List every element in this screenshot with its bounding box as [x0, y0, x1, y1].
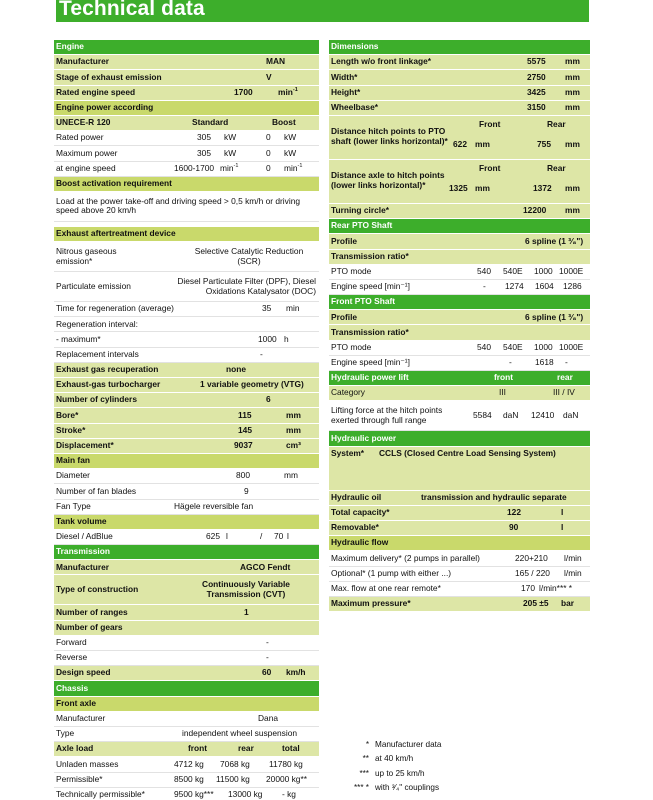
axle-hitch-row — [329, 160, 590, 204]
speed-1000e: 1286 — [563, 281, 582, 292]
lift-header — [329, 371, 590, 386]
section-title: Exhaust aftertreatment device — [56, 228, 176, 239]
value: CCLS (Closed Centre Load Sensing System) — [379, 447, 556, 458]
col-front: Front — [479, 162, 501, 173]
label: Technically permissible* — [56, 788, 145, 799]
value: Dana — [258, 713, 279, 724]
boost-value: 0 — [266, 132, 271, 143]
construction-row — [54, 575, 319, 605]
regen-interval-row — [54, 317, 319, 332]
label: Replacement intervals — [56, 348, 139, 359]
forward-row — [54, 636, 319, 651]
optional-row — [329, 567, 590, 582]
label: PTO mode — [331, 265, 372, 276]
footnote-text: up to 25 km/h — [375, 768, 425, 778]
exhaust-header — [54, 227, 319, 242]
rear-value: 1372 — [533, 182, 552, 193]
footnotes — [335, 740, 589, 798]
value: 170 — [521, 582, 535, 593]
std-value: 305 — [197, 132, 211, 143]
value: independent wheel suspension — [182, 728, 298, 739]
label: Type — [56, 728, 75, 739]
label: Rated power — [56, 132, 104, 143]
value: 115 — [238, 409, 252, 420]
ranges-row — [54, 605, 319, 620]
mode-1000e: 1000E — [559, 265, 584, 276]
col-standard: Standard — [192, 117, 229, 128]
label: Type of construction — [56, 584, 139, 595]
label: Time for regeneration (average) — [56, 303, 174, 314]
hpower-header — [329, 431, 590, 446]
label: Maximum delivery* (2 pumps in parallel) — [331, 552, 480, 563]
trans-manufacturer-row — [54, 560, 319, 575]
label: - maximum* — [56, 333, 101, 344]
col-rear: Rear — [547, 162, 566, 173]
axle-load-row — [54, 742, 319, 757]
front-unit: mm — [475, 182, 490, 193]
mode-540: 540 — [477, 341, 491, 352]
label: Nitrous gaseous emission* — [56, 245, 117, 266]
label: Diesel / AdBlue — [56, 531, 113, 542]
value: 1000 — [258, 333, 277, 344]
front-value: 9500 kg*** — [174, 788, 214, 799]
right-column — [329, 40, 590, 612]
label: Width* — [331, 71, 358, 82]
value: 60 — [262, 667, 272, 678]
section-title: Hydraulic power — [331, 432, 397, 443]
regen-time-row — [54, 302, 319, 317]
total-capacity-row — [329, 506, 590, 521]
rated-power-row — [54, 131, 319, 146]
value: 220+210 — [515, 552, 548, 563]
engine-rated-speed-row: Rated engine speed 1700 $\min^{-1}$ — [54, 86, 319, 101]
unit: mm — [565, 86, 580, 97]
removable-row — [329, 521, 590, 536]
front-pto-header — [329, 295, 590, 310]
label: Manufacturer — [56, 56, 110, 67]
unit: mm — [284, 470, 298, 481]
engine-stage-row — [54, 70, 319, 85]
section-title: Rear PTO Shaft — [331, 220, 393, 231]
label: Diameter — [56, 470, 90, 481]
rear-unit: daN — [563, 410, 579, 421]
label: UNECE-R 120 — [56, 117, 111, 128]
engine-header — [54, 40, 319, 55]
cylinders-row — [54, 393, 319, 408]
value: 122 — [507, 507, 521, 518]
value: - — [260, 348, 263, 359]
height-row — [329, 86, 590, 101]
total-value: 20000 kg** — [266, 773, 307, 784]
boost-value: 0 — [266, 147, 271, 158]
turbo-row — [54, 378, 319, 393]
max-delivery-row — [329, 551, 590, 566]
unit: mm — [565, 71, 580, 82]
label: Boost activation requirement — [56, 177, 172, 188]
value: 145 — [238, 424, 252, 435]
system-row — [329, 447, 590, 491]
section-title: Main fan — [56, 455, 90, 466]
speed-540e: 1274 — [505, 281, 524, 292]
rear-value: III / IV — [553, 387, 575, 398]
unit: l — [561, 522, 564, 533]
label: Rated engine speed — [56, 86, 136, 97]
max-pressure-row — [329, 597, 590, 612]
length-row — [329, 55, 590, 70]
unit: mm — [286, 424, 301, 435]
label: Distance axle to hitch points (lower links horizontal)* — [331, 169, 445, 190]
label: Lifting force at the hitch points exerted through full range — [331, 405, 443, 425]
front-axle-row — [54, 697, 319, 712]
std-value: 1600-1700 — [174, 162, 215, 173]
replacement-row — [54, 348, 319, 363]
value: Hägele reversible fan — [174, 500, 254, 511]
front-value: 1325 — [449, 182, 468, 193]
label: Transmission ratio* — [331, 326, 409, 337]
diesel-unit: l — [226, 531, 228, 542]
rear-speed-row — [329, 280, 590, 295]
label: Max. flow at one rear remote* — [331, 582, 441, 593]
total-value: 11780 kg — [269, 758, 303, 769]
regen-max-row — [54, 332, 319, 347]
page-title: Technical data — [59, 0, 205, 20]
unit: mm — [565, 205, 580, 216]
rear-value: 7068 kg — [220, 758, 250, 769]
value: 35 — [262, 303, 272, 314]
footnote-text: at 40 km/h — [375, 754, 414, 764]
value: 1 variable geometry (VTG) — [200, 379, 304, 390]
boost-text-row — [54, 192, 319, 222]
hitch-row — [329, 116, 590, 160]
mode-540e: 540E — [503, 341, 523, 352]
std-unit: kW — [224, 147, 237, 158]
value: Diesel Particulate Filter (DPF), Diesel Oxidations Katalysator (DOC) — [177, 275, 316, 296]
value: - — [266, 637, 269, 648]
axle-type-row — [54, 727, 319, 742]
rear-unit: mm — [565, 138, 580, 149]
rear-unit: mm — [565, 182, 580, 193]
label: Permissible* — [56, 773, 103, 784]
label: Axle load — [56, 743, 94, 754]
label: at engine speed — [56, 162, 116, 173]
rear-value: 11500 kg — [216, 773, 250, 784]
section-title: Chassis — [56, 682, 89, 693]
fan-type-row — [54, 500, 319, 515]
value: 165 / 220 — [515, 567, 550, 578]
unit: km/h — [286, 667, 306, 678]
unit: l/min*** * — [539, 582, 573, 593]
footnote-mark: *** — [359, 768, 369, 778]
front-unit: daN — [503, 410, 519, 421]
std-unit: min — [220, 163, 234, 174]
wheelbase-row — [329, 101, 590, 116]
label: Transmission ratio* — [331, 250, 409, 261]
label: Design speed — [56, 667, 111, 678]
label: Number of ranges — [56, 606, 128, 617]
front-value: 8500 kg — [174, 773, 204, 784]
boost-unit: kW — [284, 132, 297, 143]
rear-value: 13000 kg — [228, 788, 263, 799]
adblue-unit: l — [287, 531, 289, 542]
value: 6 spline (1 ³⁄₈") — [525, 235, 584, 246]
label: Regeneration interval: — [56, 318, 138, 329]
value: 9 — [244, 485, 249, 496]
value: 12200 — [523, 205, 547, 216]
mode-540e: 540E — [503, 265, 523, 276]
speed-540: - — [483, 281, 486, 292]
value: MAN — [266, 56, 286, 67]
value: transmission and hydraulic separate — [421, 491, 567, 502]
rear-value: 755 — [537, 138, 551, 149]
fan-diameter-row — [54, 469, 319, 484]
boost-unit: min — [284, 163, 298, 174]
boost-value: 0 — [266, 162, 271, 173]
col-total: total — [282, 743, 300, 754]
rear-mode-row — [329, 265, 590, 280]
value: 205 ±5 — [523, 598, 549, 609]
design-speed-row — [54, 666, 319, 681]
section-title: Hydraulic flow — [331, 537, 389, 548]
value: 5575 — [527, 56, 546, 67]
value: 6 spline (1 ³⁄₈") — [525, 311, 584, 322]
stroke-row — [54, 424, 319, 439]
nitrous-row — [54, 242, 319, 272]
value: V — [266, 71, 272, 82]
std-value: 305 — [197, 147, 211, 158]
label: Length w/o front linkage* — [331, 56, 432, 67]
max-flow-row — [329, 582, 590, 597]
label: Number of gears — [56, 621, 123, 632]
separator: / — [260, 531, 263, 542]
section-title: Transmission — [56, 546, 110, 557]
reverse-row — [54, 651, 319, 666]
front-value: III — [499, 387, 506, 398]
label: Reverse — [56, 652, 88, 663]
front-ratio-row — [329, 325, 590, 340]
unit: mm — [286, 409, 301, 420]
label: Displacement* — [56, 440, 114, 451]
unit: mm — [565, 56, 580, 67]
value: 90 — [509, 522, 519, 533]
label: Manufacturer — [56, 713, 106, 724]
label: Removable* — [331, 522, 379, 533]
boost-req-row — [54, 177, 319, 192]
footnote — [335, 769, 589, 783]
gears-row — [54, 621, 319, 636]
value: Selective Catalytic Reduction (SCR) — [194, 245, 304, 266]
tech-permissible-row — [54, 788, 319, 800]
speed-1000: 1618 — [535, 357, 554, 368]
footnote-mark: * — [365, 740, 369, 749]
col-rear: Rear — [547, 118, 566, 129]
max-power-row — [54, 146, 319, 161]
unit: cm³ — [286, 440, 301, 451]
value: 1700 — [234, 86, 253, 97]
value: 6 — [266, 394, 271, 405]
value: AGCO Fendt — [240, 561, 291, 572]
gas-recup-row — [54, 363, 319, 378]
value: none — [226, 364, 247, 375]
label: Manufacturer — [56, 561, 110, 572]
width-row — [329, 70, 590, 85]
unit: min — [278, 87, 293, 98]
footnote — [335, 740, 589, 754]
label: Maximum pressure* — [331, 598, 411, 609]
permissible-row — [54, 773, 319, 788]
label: Total capacity* — [331, 507, 390, 518]
displacement-row — [54, 439, 319, 454]
fan-header — [54, 454, 319, 469]
label: Distance hitch points to PTO shaft (lower links horizontal)* — [331, 125, 448, 146]
std-unit: kW — [224, 132, 237, 143]
turning-row — [329, 204, 590, 219]
mode-1000e: 1000E — [559, 341, 584, 352]
value: 800 — [236, 470, 250, 481]
col-rear: rear — [238, 743, 254, 754]
rear-ratio-row — [329, 250, 590, 265]
transmission-header — [54, 545, 319, 560]
footnote-text: Manufacturer data — [375, 740, 442, 749]
col-boost: Boost — [272, 117, 296, 128]
label: Forward — [56, 637, 87, 648]
unit: bar — [561, 598, 575, 609]
speed-1000: 1604 — [535, 281, 554, 292]
footnote-text: with ³⁄₄" couplings — [375, 783, 440, 793]
engine-power-according-row — [54, 101, 319, 116]
section-title: Tank volume — [56, 515, 107, 526]
total-value: - kg — [282, 788, 296, 799]
boost-unit: kW — [284, 147, 297, 158]
tank-header — [54, 515, 319, 530]
label: Engine speed [min⁻¹] — [331, 357, 410, 368]
mode-540: 540 — [477, 265, 491, 276]
label: Profile — [331, 311, 358, 322]
value: 3425 — [527, 86, 546, 97]
col-front: front — [494, 372, 514, 383]
label: Maximum power — [56, 147, 118, 158]
label: System* — [331, 447, 365, 458]
lifting-force-row — [329, 401, 590, 431]
value: 3150 — [527, 102, 546, 113]
footnote-mark: *** * — [353, 783, 369, 793]
value: Continuously Variable Transmission (CVT) — [202, 579, 290, 599]
label: Stroke* — [56, 424, 86, 435]
col-rear: rear — [557, 372, 573, 383]
label: Unladen masses — [56, 758, 119, 769]
front-unit: mm — [475, 138, 490, 149]
hflow-header — [329, 536, 590, 551]
unit: l/min — [564, 552, 582, 563]
fan-blades-row — [54, 484, 319, 499]
unit: min — [286, 303, 300, 314]
footnote-mark: ** — [362, 754, 369, 764]
label: Wheelbase* — [331, 102, 379, 113]
value: - — [266, 652, 269, 663]
label: Exhaust gas recuperation — [56, 364, 159, 375]
front-speed-row — [329, 356, 590, 371]
speed-540e: - — [509, 357, 512, 368]
rear-profile-row — [329, 234, 590, 249]
speed-1000e: - — [565, 357, 568, 368]
front-value: 4712 kg — [174, 758, 204, 769]
unit: l — [561, 507, 564, 518]
boost-text: Load at the power take-off and driving speed > 0,5 km/h or driving speed above 20 km/h — [56, 195, 301, 216]
hyd-oil-row — [329, 491, 590, 506]
col-front: Front — [479, 118, 501, 129]
label: Bore* — [56, 409, 79, 420]
chassis-header — [54, 681, 319, 696]
particulate-row — [54, 272, 319, 302]
label: Fan Type — [56, 500, 91, 511]
mode-1000: 1000 — [534, 341, 553, 352]
footnote — [335, 754, 589, 768]
engine-manufacturer-row — [54, 55, 319, 70]
at-engine-speed-row: at engine speed 1600-1700 $\min^{-1}$ 0 $\min^{-1}$ — [54, 162, 319, 177]
adblue-value: 70 — [274, 531, 284, 542]
front-profile-row — [329, 310, 590, 325]
value: 2750 — [527, 71, 546, 82]
axle-manufacturer-row — [54, 712, 319, 727]
label: Hydraulic oil — [331, 491, 382, 502]
title-bar — [56, 0, 589, 22]
value: 1 — [244, 606, 249, 617]
label: Profile — [331, 235, 358, 246]
label: Height* — [331, 86, 361, 97]
label: Front axle — [56, 697, 97, 708]
col-front: front — [188, 743, 208, 754]
section-title: Dimensions — [331, 41, 379, 52]
rear-pto-header — [329, 219, 590, 234]
label: Engine power according — [56, 102, 154, 113]
unit: mm — [565, 102, 580, 113]
rear-value: 12410 — [531, 410, 555, 421]
label: Exhaust-gas turbocharger — [56, 379, 161, 390]
value: 9037 — [234, 440, 253, 451]
left-column — [54, 40, 319, 800]
bore-row — [54, 408, 319, 423]
label: Turning circle* — [331, 205, 390, 216]
section-title: Front PTO Shaft — [331, 296, 396, 307]
category-row — [329, 386, 590, 401]
diesel-value: 625 — [206, 531, 220, 542]
front-value: 622 — [453, 138, 467, 149]
section-title: Hydraulic power lift — [331, 372, 409, 383]
label: Number of cylinders — [56, 394, 137, 405]
label: PTO mode — [331, 341, 372, 352]
label: Engine speed [min⁻¹] — [331, 281, 410, 292]
dimensions-header — [329, 40, 590, 55]
label: Stage of exhaust emission — [56, 71, 162, 82]
label: Particulate emission — [56, 280, 131, 291]
mode-1000: 1000 — [534, 265, 553, 276]
unit: h — [284, 333, 289, 344]
label: Number of fan blades — [56, 485, 137, 496]
footnote — [335, 783, 589, 797]
front-value: 5584 — [473, 410, 492, 421]
front-mode-row — [329, 341, 590, 356]
unladen-row — [54, 757, 319, 772]
section-title: Engine — [56, 41, 84, 52]
unece-row — [54, 116, 319, 131]
tank-row — [54, 530, 319, 545]
unit: l/min — [564, 567, 582, 578]
label: Optional* (1 pump with either ...) — [331, 567, 452, 578]
label: Category — [331, 387, 365, 398]
